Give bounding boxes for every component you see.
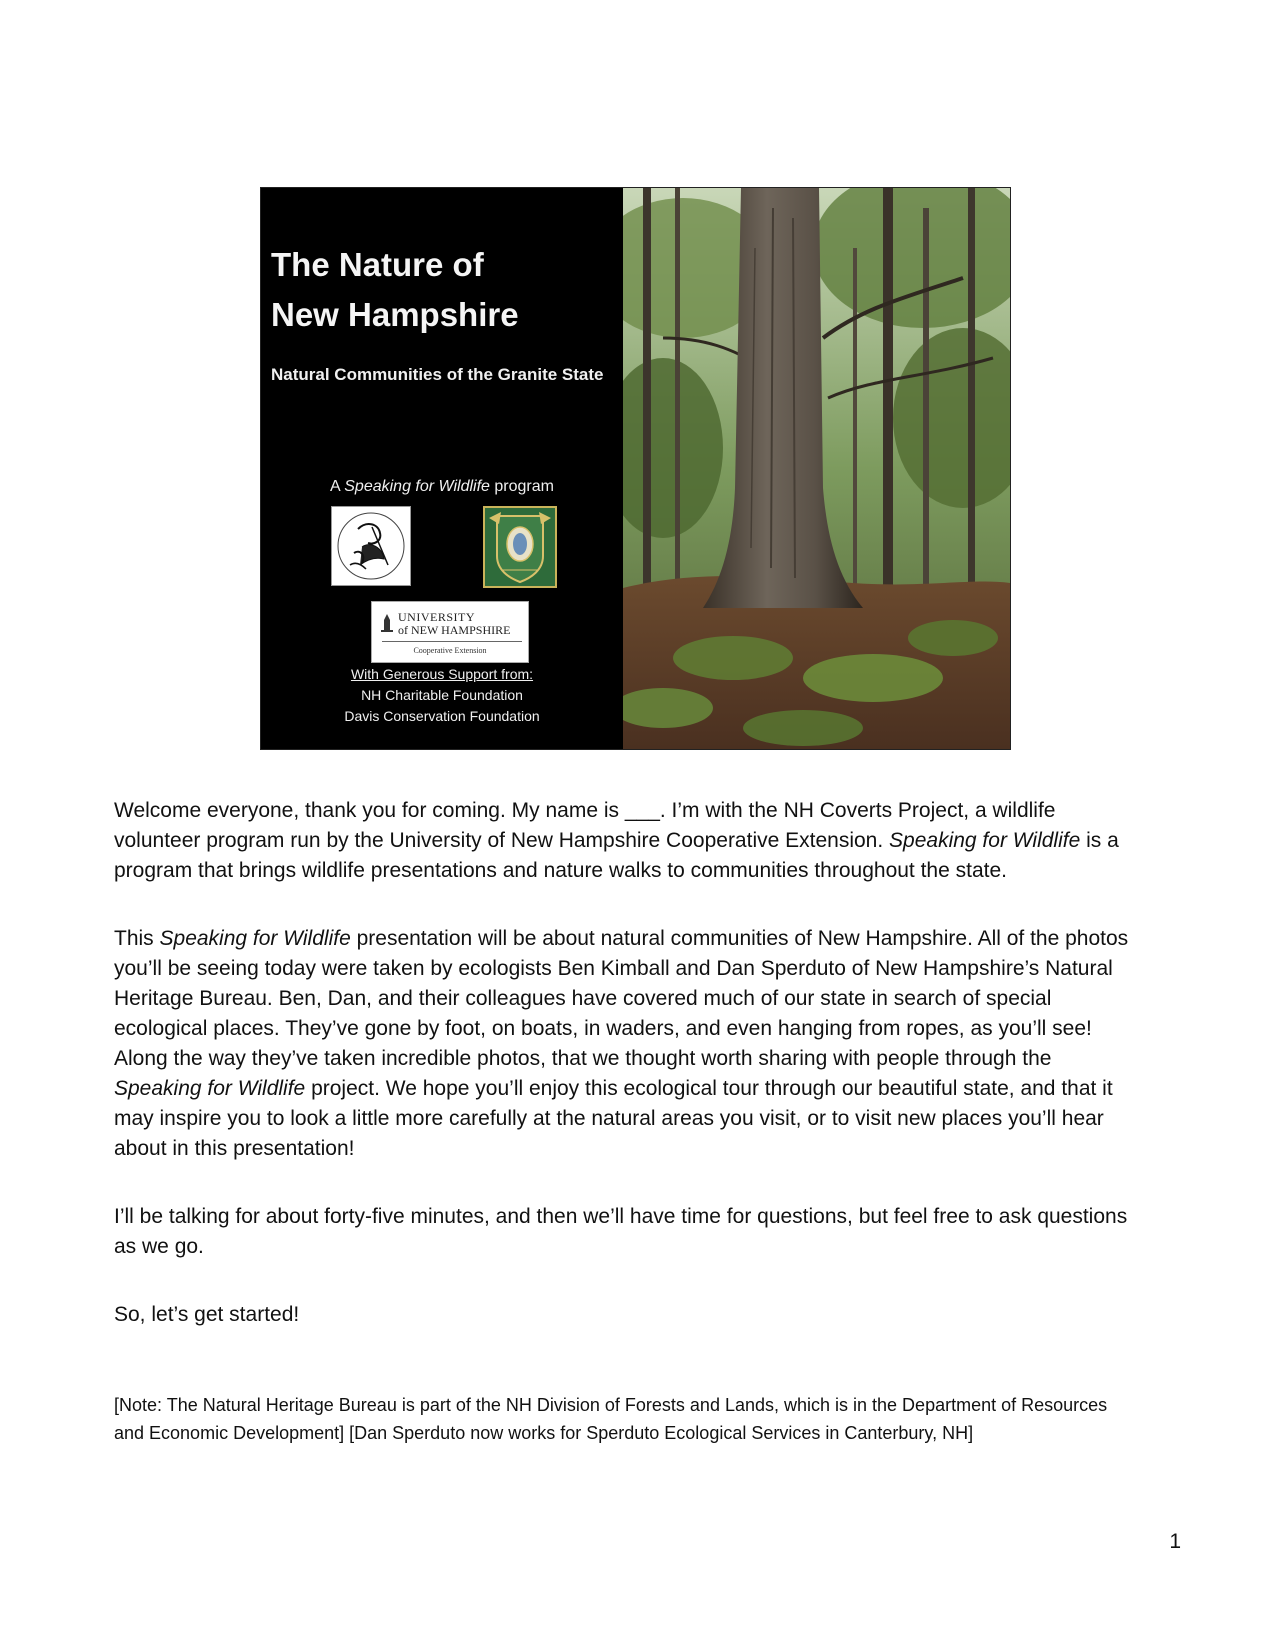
p1-text-a: Welcome everyone, thank you for coming. My name is ___. I’m with the NH Coverts Project, a wildlife volunteer program run by the University of New Hampshire Cooperative Extension. xyxy=(114,799,1056,852)
unh-cooperative-extension-logo xyxy=(371,601,529,663)
slide-title-line2: New Hampshire xyxy=(271,296,519,333)
program-suffix: program xyxy=(489,478,554,495)
support-line-2: Davis Conservation Foundation xyxy=(344,708,540,724)
speaker-notes xyxy=(114,796,1134,1368)
slide-title xyxy=(271,240,611,340)
editor-note: [Note: The Natural Heritage Bureau is part of the NH Division of Forests and Lands, which is in the Department of Resources and Economic Development] [Dan Sperduto now works for Sperduto Ecological Services in Canterbury, NH] xyxy=(114,1395,1108,1443)
unh-logo-new-hampshire: of NEW HAMPSHIRE xyxy=(398,623,511,637)
paragraph-welcome xyxy=(114,796,1134,886)
support-heading: With Generous Support from: xyxy=(350,666,534,682)
p2-program-name-1: Speaking for Wildlife xyxy=(159,927,351,950)
slide-text-panel xyxy=(261,188,623,749)
p2-program-name-2: Speaking for Wildlife xyxy=(114,1077,306,1100)
title-slide-image xyxy=(260,187,1011,750)
slide-title-line1: The Nature of xyxy=(271,246,484,283)
page-number: 1 xyxy=(1169,1530,1181,1553)
program-name: Speaking for Wildlife xyxy=(344,478,490,495)
heritage-bird-emblem-icon xyxy=(332,507,410,585)
p1-text-c: is a program that brings wildlife presentations and nature walks to communities throughout the state. xyxy=(114,829,1119,882)
slide-support-block xyxy=(261,664,623,727)
paragraph-start: So, let’s get started! xyxy=(114,1303,300,1326)
slide-subtitle: Natural Communities of the Granite State xyxy=(271,365,604,384)
paragraph-about-presentation xyxy=(114,924,1134,1164)
fish-game-shield-icon xyxy=(485,508,555,586)
p2-text-a: This xyxy=(114,927,160,950)
unh-logo-university: UNIVERSITY xyxy=(398,610,475,624)
natural-heritage-bureau-logo xyxy=(331,506,411,586)
fish-and-game-logo xyxy=(483,506,557,588)
unh-logo-divider xyxy=(382,641,522,642)
p2-text-e: project. We hope you’ll enjoy this ecological tour through our beautiful state, and that it may inspire you to look a little more carefully at the natural areas you visit, or to visit new places you’ll hear about in this presentation! xyxy=(114,1077,1113,1160)
program-prefix: A xyxy=(330,478,345,495)
unh-building-icon xyxy=(380,614,394,632)
unh-logo-extension: Cooperative Extension xyxy=(413,646,487,655)
p2-text-c: presentation will be about natural communities of New Hampshire. All of the photos you’ll be seeing today were taken by ecologists Ben Kimball and Dan Sperduto of New Hampshire’s Natural Heritage Bureau. Ben, Dan, and their colleagues have covered much of our state in search of special ecological places. They’ve gone by foot, on boats, in waders, and even hanging from ropes, as you’ll see! Along the way they’ve taken incredible photos, that we thought worth sharing with people through the xyxy=(114,927,1129,1070)
p1-program-name: Speaking for Wildlife xyxy=(889,829,1081,852)
forest-photo xyxy=(623,188,1010,749)
support-line-1: NH Charitable Foundation xyxy=(361,687,523,703)
forest-tree-illustration xyxy=(623,188,1010,749)
paragraph-duration: I’ll be talking for about forty-five minutes, and then we’ll have time for questions, but feel free to ask questions as we go. xyxy=(114,1205,1128,1258)
slide-program-line xyxy=(261,478,623,496)
